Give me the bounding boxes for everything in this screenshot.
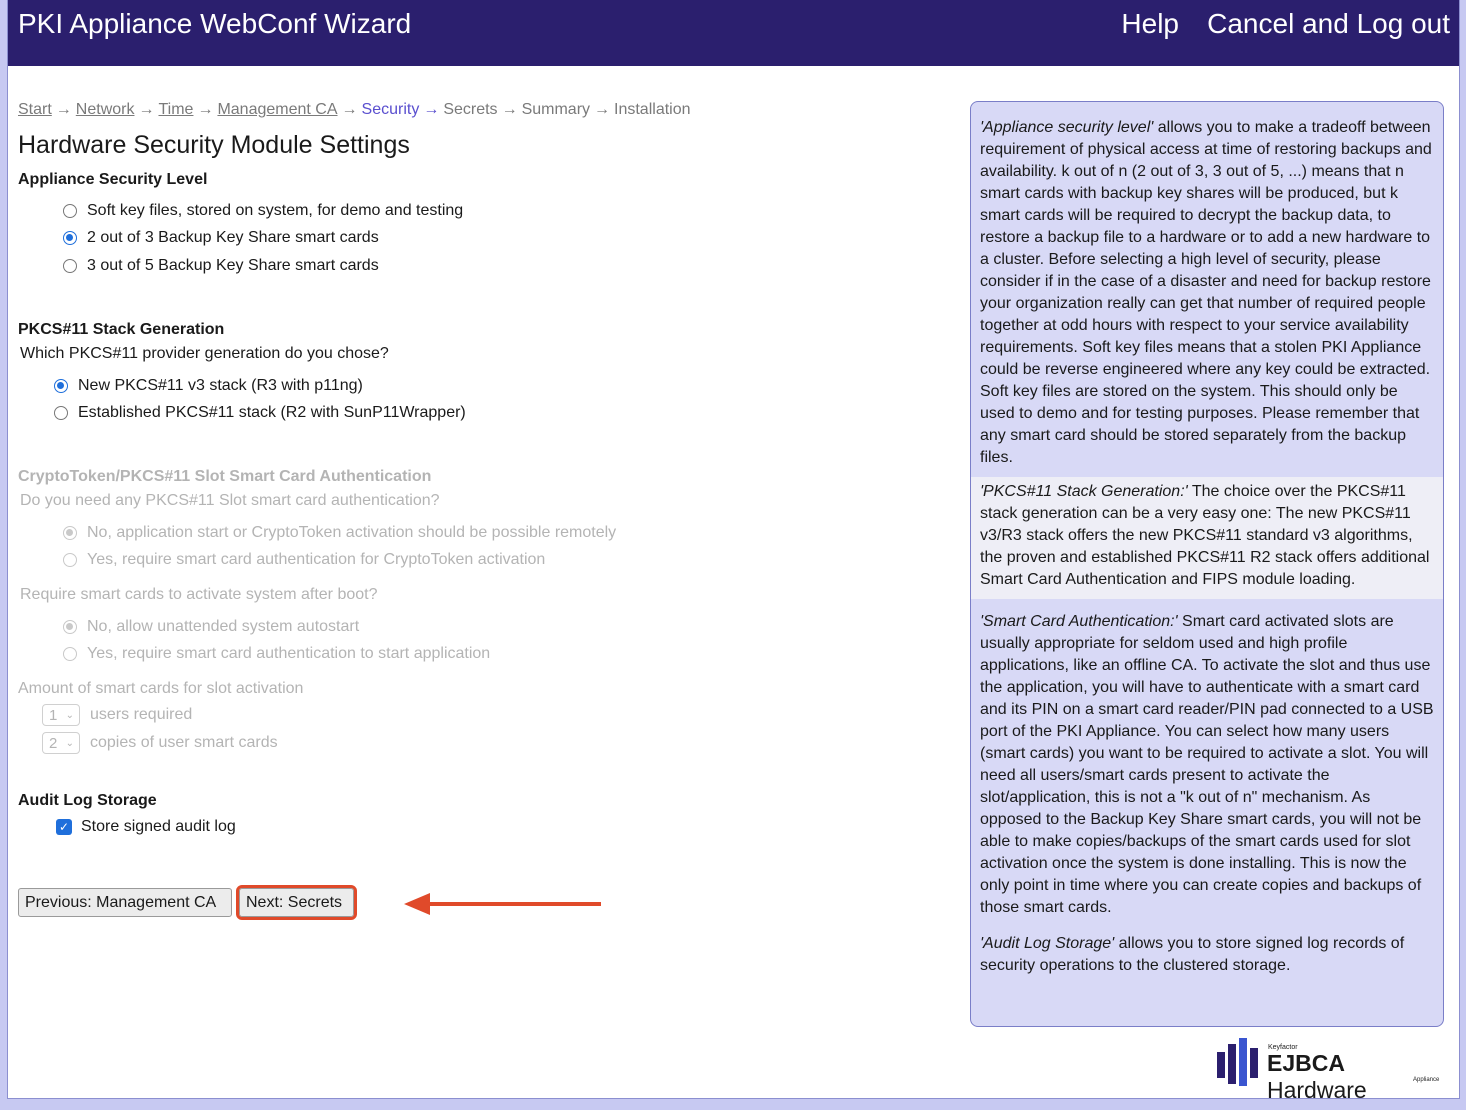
help-pkcs11 <box>971 477 1443 599</box>
app-title: PKI Appliance WebConf Wizard <box>18 8 412 39</box>
amount-label: Amount of smart cards for slot activation <box>18 680 304 697</box>
audit-checkbox-row[interactable] <box>56 818 236 836</box>
app-header <box>8 0 1459 66</box>
radio-checked-icon[interactable] <box>63 231 77 245</box>
crumb-start[interactable]: Start <box>18 101 52 118</box>
crumb-arrow: → <box>341 101 358 118</box>
option-label: Yes, require smart card authentication to start application <box>87 645 491 662</box>
security-option-soft[interactable] <box>63 202 463 220</box>
help-text: Smart card activated slots are usually appropriate for seldom used and high profile applications, like an offline CA. To activate the slot and thus use the application, you will have to authenticate with a smart card and its PIN on a smart card reader/PIN pad connected to a USB port of the PKI Appliance. You can select how many users (smart cards) you want to be required to activate a slot. You will need all users/smart cards present to activate the slot/application, this is not a "k out of n" mechanism. As opposed to the Backup Key Share smart cards, you will not be able to make copies/backups of the smart cards used for slot activation once the system is done installing. This is now the only point in time where you can create copies and backups of those smart cards. <box>980 613 1434 916</box>
ejbca-bars-icon <box>1217 1038 1259 1086</box>
crumb-arrow: → <box>423 101 440 118</box>
radio-icon <box>63 553 77 567</box>
help-security-level <box>971 102 1443 477</box>
logo-appliance: Appliance <box>1413 1077 1440 1083</box>
users-required-row <box>42 704 192 726</box>
next-button[interactable]: Next: Secrets <box>239 888 354 917</box>
audit-checkbox-label: Store signed audit log <box>81 818 236 835</box>
option-label: No, application start or CryptoToken activation should be possible remotely <box>87 524 617 541</box>
radio-checked-icon <box>63 526 77 540</box>
help-smartcard <box>971 599 1443 927</box>
help-panel <box>970 101 1444 1027</box>
ejbca-logo <box>1217 1036 1447 1103</box>
help-audit <box>971 927 1443 985</box>
boot-option-yes <box>63 645 490 663</box>
boot-question: Require smart cards to activate system after boot? <box>20 586 378 603</box>
help-text: allows you to store signed log records of security operations to the clustered storage. <box>980 935 1405 974</box>
option-label: 3 out of 5 Backup Key Share smart cards <box>87 257 379 274</box>
select-value: 1 <box>49 706 58 724</box>
radio-icon[interactable] <box>63 204 77 218</box>
crumb-security: Security <box>361 101 420 118</box>
crumb-secrets: Secrets <box>443 101 498 118</box>
users-required-label: users required <box>90 706 193 723</box>
logo-keyfactor: Keyfactor <box>1268 1044 1298 1051</box>
radio-icon <box>63 647 77 661</box>
option-label: No, allow unattended system autostart <box>87 618 360 635</box>
pkcs11-option-r2[interactable] <box>54 404 466 422</box>
radio-checked-icon <box>63 620 77 634</box>
annotation-arrow-line <box>418 902 601 906</box>
select-value: 2 <box>49 734 58 752</box>
logo-brand-rest: Hardware <box>1267 1077 1367 1103</box>
page-title: Hardware Security Module Settings <box>18 131 410 159</box>
pkcs11-heading: PKCS#11 Stack Generation <box>18 321 225 338</box>
crumb-summary: Summary <box>521 101 591 118</box>
option-label: 2 out of 3 Backup Key Share smart cards <box>87 229 379 246</box>
breadcrumb <box>18 101 691 119</box>
logo-brand-bold: EJBCA <box>1267 1050 1345 1076</box>
copies-row <box>42 732 278 754</box>
users-required-select <box>42 704 80 726</box>
chevron-down-icon: ⌄ <box>65 737 74 749</box>
help-term: 'PKCS#11 Stack Generation:' <box>980 483 1188 500</box>
slot-auth-option-no <box>63 524 616 542</box>
crumb-arrow: → <box>197 101 214 118</box>
wizard-frame <box>7 0 1460 1103</box>
option-label: New PKCS#11 v3 stack (R3 with p11ng) <box>78 377 363 394</box>
crumb-arrow: → <box>138 101 155 118</box>
security-option-2of3[interactable] <box>63 229 379 247</box>
help-text: allows you to make a tradeoff between requirement of physical access at time of restoring backups and availability. k out of n (2 out of 3, 3 out of 5, ...) means that n smart cards with backup key shares will be produced, but k smart cards will be required to decrypt the backup data, to restore a backup file to a hardware or to add a new hardware to a cluster. Before selecting a high level of security, please consider if in the case of a disaster and need for backup restore your organization really can get that number of required people together at odd hours with respect to your service availability requirements. Soft key files means that a stolen PKI Appliance could be reverse engineered where any key could be extracted. Soft key files are stored on the system. This should only be used to demo and for testing purposes. Please remember that any smart card should be stored separately from the backup files. <box>980 119 1432 466</box>
help-term: 'Appliance security level' <box>980 119 1154 136</box>
security-level-heading: Appliance Security Level <box>18 171 208 188</box>
option-label: Yes, require smart card authentication for CryptoToken activation <box>87 551 546 568</box>
slot-auth-question: Do you need any PKCS#11 Slot smart card authentication? <box>20 492 440 509</box>
chevron-down-icon: ⌄ <box>65 709 74 721</box>
crumb-arrow: → <box>594 101 611 118</box>
crumb-management-ca[interactable]: Management CA <box>217 101 338 118</box>
slot-auth-heading: CryptoToken/PKCS#11 Slot Smart Card Authentication <box>18 468 432 485</box>
crumb-installation: Installation <box>614 101 691 118</box>
crumb-arrow: → <box>501 101 518 118</box>
option-label: Soft key files, stored on system, for demo and testing <box>87 202 464 219</box>
help-term: 'Audit Log Storage' <box>980 935 1115 952</box>
previous-button[interactable]: Previous: Management CA <box>18 888 232 917</box>
radio-checked-icon[interactable] <box>54 379 68 393</box>
help-text: The choice over the PKCS#11 stack generation can be a very easy one: The new PKCS#11 v3/R3 stack offers the new PKCS#11 standard v3 algorithms, the proven and established PKCS#11 R2 stack offers additional Smart Card Authentication and FIPS module loading. <box>980 483 1430 588</box>
radio-icon[interactable] <box>54 406 68 420</box>
crumb-arrow: → <box>55 101 72 118</box>
cancel-logout-link[interactable]: Cancel and Log out <box>1207 8 1450 39</box>
crumb-network[interactable]: Network <box>75 101 135 118</box>
radio-icon[interactable] <box>63 259 77 273</box>
crumb-time[interactable]: Time <box>158 101 194 118</box>
pkcs11-option-v3[interactable] <box>54 377 363 395</box>
copies-select <box>42 732 80 754</box>
slot-auth-option-yes <box>63 551 545 569</box>
security-option-3of5[interactable] <box>63 257 379 275</box>
copies-label: copies of user smart cards <box>90 734 278 751</box>
help-term: 'Smart Card Authentication:' <box>980 613 1178 630</box>
pkcs11-question: Which PKCS#11 provider generation do you chose? <box>20 345 389 362</box>
boot-option-no <box>63 618 359 636</box>
option-label: Established PKCS#11 stack (R2 with SunP11Wrapper) <box>78 404 466 421</box>
audit-heading: Audit Log Storage <box>18 792 157 809</box>
checkbox-checked-icon[interactable]: ✓ <box>56 819 72 835</box>
help-link[interactable]: Help <box>1121 8 1179 39</box>
